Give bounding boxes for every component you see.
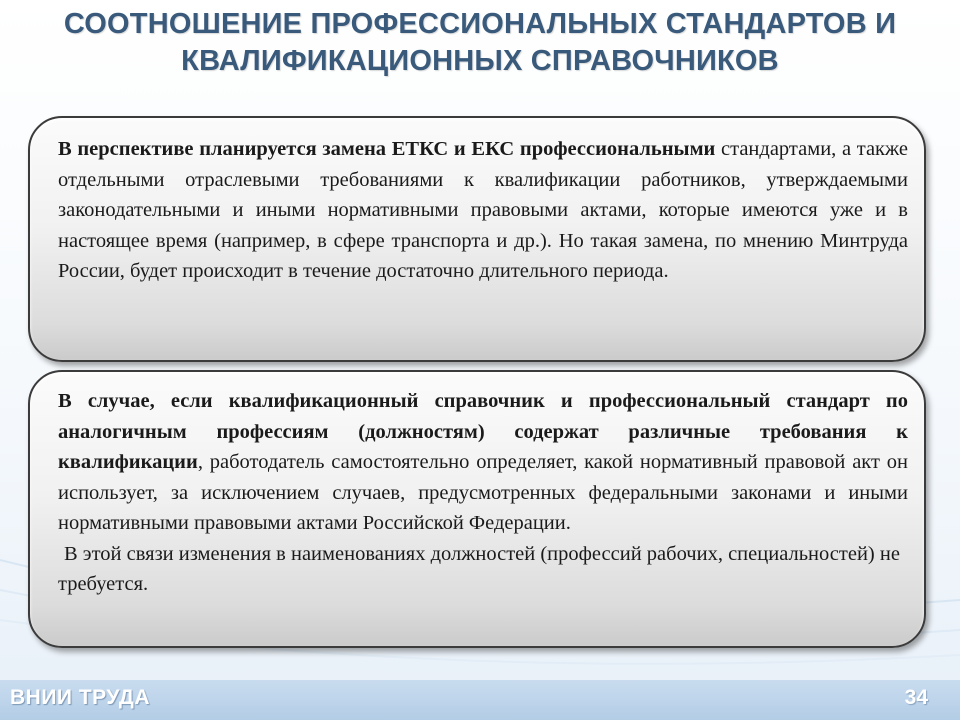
paragraph-no-title-change: В этой связи изменения в наименованиях должностей (профессий рабочих, специальностей) не требуется.: [58, 542, 900, 595]
paragraph-bold-lead: В перспективе планируется замена ЕТКС и ЕКС профессиональными: [58, 138, 716, 160]
paragraph-future-replacement: [58, 134, 908, 287]
slide-title-line-2: КВАЛИФИКАЦИОННЫХ СПРАВОЧНИКОВ: [181, 45, 779, 77]
page-number: 34: [904, 686, 928, 709]
text-box-conflicting-requirements: [28, 370, 926, 648]
paragraph-conflicting-requirements: [58, 386, 908, 539]
paragraph-body: стандартами, а также отдельными отраслевыми требованиями к квалификации работников, утверждаемыми законодательными и иными нормативными правовыми актами, которые имеются уже и в настоящее время (например, в сфере транспорта и др.). Но такая замена, по мнению Минтруда России, будет происходит в течение достаточно длительного периода.: [58, 138, 908, 282]
paragraph-bold-lead: В случае, если квалификационный справочник и профессиональный стандарт по аналогичным профессиям (должностям) содержат различные требования к квалификации: [58, 390, 908, 473]
footer-organization: ВНИИ ТРУДА: [10, 686, 151, 709]
text-box-future-replacement: [28, 116, 926, 362]
paragraph-body: , работодатель самостоятельно определяет, какой нормативный правовой акт он использует, за исключением случаев, предусмотренных федеральными законами и иными нормативными правовыми актами Российской Федерации.: [58, 451, 908, 534]
slide-title: [0, 6, 960, 80]
slide-title-line-1: СООТНОШЕНИЕ ПРОФЕССИОНАЛЬНЫХ СТАНДАРТОВ И: [63, 8, 897, 40]
